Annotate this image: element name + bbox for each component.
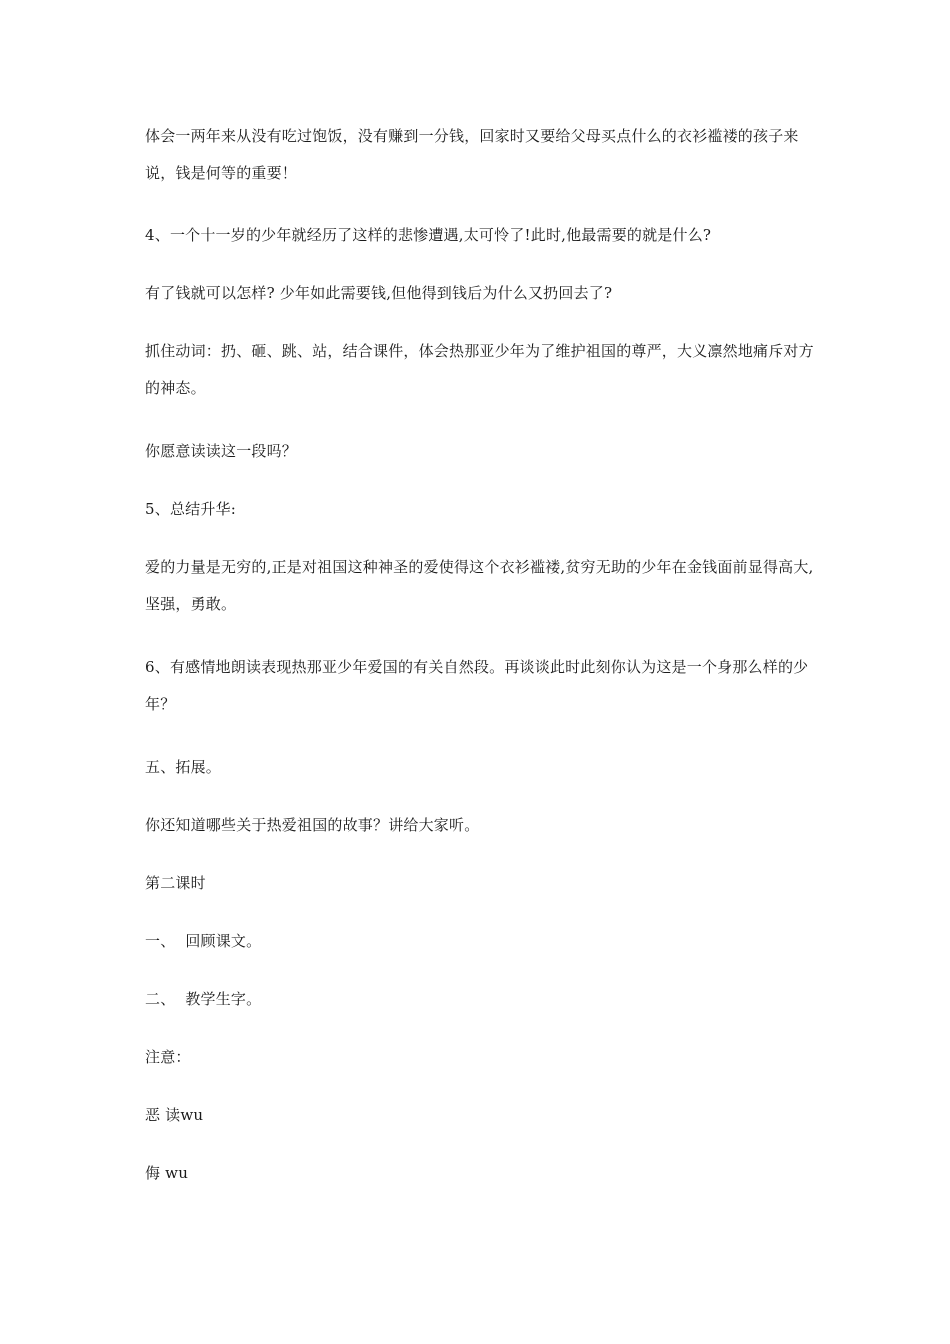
- paragraph-8: 6、有感情地朗读表现热那亚少年爱国的有关自然段。再谈谈此时此刻你认为这是一个身那么样的少年？: [145, 658, 809, 713]
- paragraph-13: 二、 教学生字。: [145, 990, 262, 1008]
- paragraph-7: 爱的力量是无穷的,正是对祖国这种神圣的爱使得这个衣衫褴褛,贫穷无助的少年在金钱面前显得高大,坚强，勇敢。: [145, 558, 814, 613]
- paragraph-3: 有了钱就可以怎样? 少年如此需要钱,但他得到钱后为什么又扔回去了?: [145, 284, 613, 302]
- paragraph-14: 注意：: [145, 1048, 191, 1066]
- paragraph-16: 侮 wu: [145, 1164, 189, 1182]
- paragraph-12: 一、 回顾课文。: [145, 932, 262, 950]
- paragraph-10: 你还知道哪些关于热爱祖国的故事？讲给大家听。: [145, 816, 480, 834]
- paragraph-1: 体会一两年来从没有吃过饱饭，没有赚到一分钱，回家时又要给父母买点什么的衣衫褴褛的孩子来说，钱是何等的重要！: [145, 127, 799, 182]
- paragraph-15: 恶 读wu: [145, 1106, 204, 1124]
- paragraph-11: 第二课时: [145, 874, 206, 892]
- paragraph-9: 五、拓展。: [145, 758, 222, 776]
- paragraph-2: 4、一个十一岁的少年就经历了这样的悲惨遭遇,太可怜了!此时,他最需要的就是什么?: [145, 226, 712, 244]
- paragraph-6: 5、总结升华:: [145, 500, 236, 518]
- paragraph-5: 你愿意读读这一段吗？: [145, 442, 298, 460]
- paragraph-4: 抓住动词：扔、砸、跳、站，结合课件，体会热那亚少年为了维护祖国的尊严，大义凛然地痛斥对方的神态。: [145, 342, 814, 397]
